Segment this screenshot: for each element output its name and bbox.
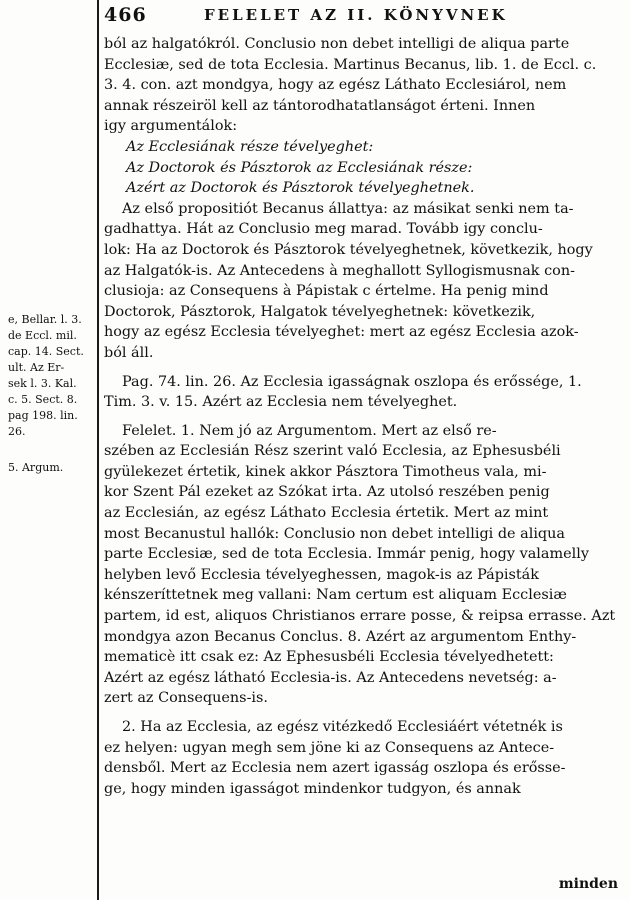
- margin-note-line: de Eccl. mil.: [8, 329, 77, 342]
- margin-note-line: ult. Az Er-: [8, 361, 65, 374]
- objection-line: Pag. 74. lin. 26. Az Ecclesia igasságnak oszlopa és erőssége, 1.: [122, 373, 582, 390]
- text-line: most Becanustul hallók: Conclusio non debet intelligi de aliqua: [104, 525, 565, 542]
- text-line: Azért az egész látható Ecclesia-is. Az Antecedens nevetség: a-: [104, 669, 557, 686]
- syllogism-line: Azért az Doctorok és Pásztorok tévelyeghetnek.: [126, 180, 475, 197]
- margin-rule: [97, 0, 99, 900]
- page-number: 466: [104, 4, 147, 26]
- text-line: clusioja: az Consequens à Pápistak c értelme. Ha penig mind: [104, 283, 549, 300]
- text-line: igy argumentálok:: [104, 118, 238, 135]
- text-line: ez helyen: ugyan megh sem jöne ki az Consequens az Antece-: [104, 739, 555, 756]
- main-text: [104, 34, 618, 799]
- text-line: gyülekezet értetik, kinek akkor Pásztora Timotheus vala, mi-: [104, 463, 547, 480]
- catchword: minden: [558, 876, 618, 892]
- text-line: zert az Consequens-is.: [104, 690, 268, 707]
- page-header: [104, 4, 620, 30]
- syllogism-line: Az Ecclesiának része tévelyeghet:: [126, 138, 374, 155]
- text-line: lok: Ha az Doctorok és Pásztorok tévelyeghetnek, következik, hogy: [104, 241, 593, 258]
- text-line: hogy az egész Ecclesia tévelyeghet: mert az egész Ecclesia azok-: [104, 324, 579, 341]
- text-line: parte Ecclesiæ, sed de tota Ecclesia. Immár penig, hogy valamelly: [104, 546, 589, 563]
- text-line: szében az Ecclesián Rész szerint való Ecclesia, az Ephesusbéli: [104, 443, 561, 460]
- text-line: mematicè itt csak ez: Az Ephesusbéli Ecclesia tévelyedhetett:: [104, 649, 554, 666]
- answer-line: Felelet. 1. Nem jó az Argumentom. Mert az első re-: [122, 422, 497, 439]
- margin-note-line: c. 5. Sect. 8.: [8, 393, 78, 406]
- text-line: Doctorok, Pásztorok, Halgatok tévelyeghetnek: következik,: [104, 303, 536, 320]
- margin-notes: [8, 312, 96, 476]
- text-line: kor Szent Pál ezeket az Szókat irta. Az utolsó reszében penig: [104, 484, 550, 501]
- margin-note-line: pag 198. lin.: [8, 409, 78, 422]
- text-line: 2. Ha az Ecclesia, az egész vitézkedő Ecclesiáért vétetnék is: [122, 719, 563, 735]
- syllogism-line: Az Doctorok és Pásztorok az Ecclesiának része:: [126, 159, 473, 176]
- text-line: kénszeríttetnek meg vallani: Nam certum est aliquam Ecclesiæ: [104, 587, 567, 604]
- text-line: Ecclesiæ, sed de tota Ecclesia. Martinus Becanus, lib. 1. de Eccl. c.: [104, 56, 597, 73]
- text-line: ból az halgatókról. Conclusio non debet intelligi de aliqua parte: [104, 36, 570, 52]
- margin-note-line: cap. 14. Sect.: [8, 345, 84, 358]
- text-line: Az első propositiót Becanus állattya: az másikat senki nem ta-: [122, 200, 574, 217]
- text-line: 3. 4. con. azt mondgya, hogy az egész Láthato Ecclesiárol, nem: [104, 77, 567, 94]
- text-line: annak részeiröl kell az tántorodhatatlanságot érteni. Innen: [104, 97, 536, 114]
- margin-note-line: e, Bellar. l. 3.: [8, 313, 82, 326]
- text-line: az Ecclesián, az egész Láthato Ecclesia értetik. Mert az mint: [104, 505, 549, 522]
- text-line: az Halgatók-is. Az Antecedens à meghallott Syllogismusnak con-: [104, 262, 575, 279]
- objection-line: Tim. 3. v. 15. Azért az Ecclesia nem tévelyeghet.: [104, 394, 458, 411]
- text-line: helyben levő Ecclesia tévelyeghessen, magok-is az Pápisták: [104, 566, 539, 583]
- text-line: mondgya azon Becanus Conclus. 8. Azért az argumentom Enthy-: [104, 628, 577, 645]
- text-line: gadhattya. Hát az Conclusio meg marad. Tovább igy conclu-: [104, 221, 543, 238]
- margin-note-line: 26.: [8, 425, 26, 438]
- margin-note-argument: 5. Argum.: [8, 461, 64, 474]
- margin-note-line: sek l. 3. Kal.: [8, 377, 77, 390]
- text-line: ge, hogy minden igasságot mindenkor tudgyon, és annak: [104, 780, 521, 797]
- text-line: ból áll.: [104, 344, 154, 361]
- text-line: partem, id est, aliquos Christianos errare posse, & reipsa errasse. Azt: [104, 608, 616, 625]
- running-title: FELELET AZ II. KÖNYVNEK: [204, 6, 508, 24]
- text-line: densből. Mert az Ecclesia nem azert igasság oszlopa és erősse-: [104, 760, 566, 777]
